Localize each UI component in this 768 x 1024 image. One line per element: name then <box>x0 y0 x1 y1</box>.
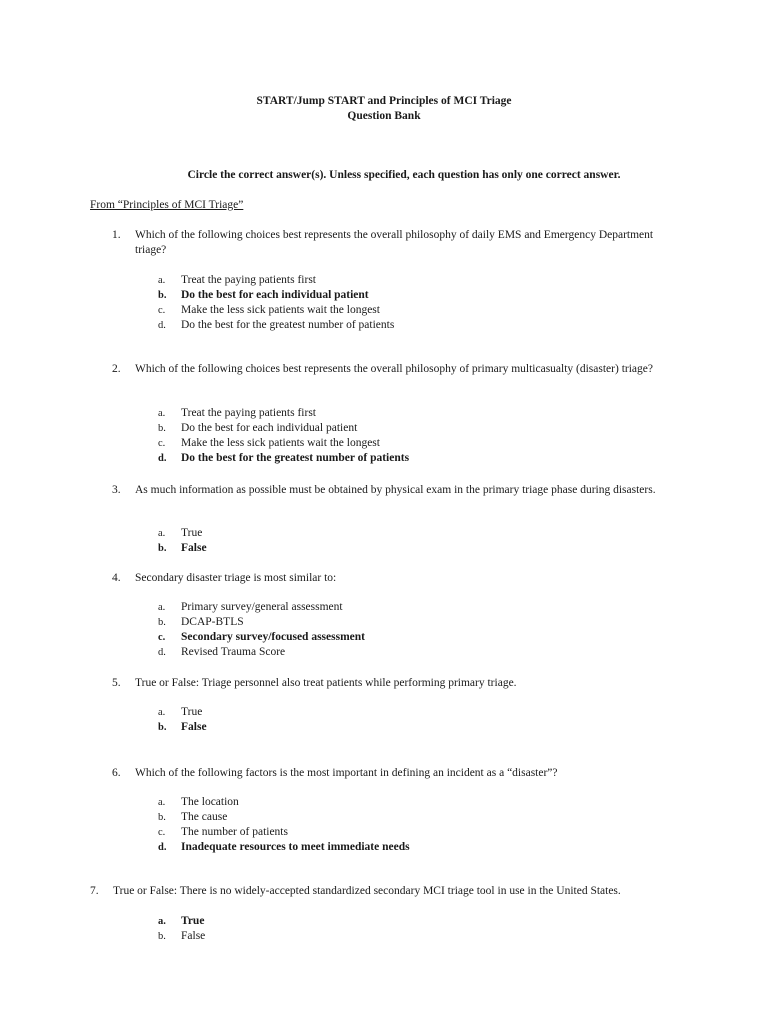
question-text: Which of the following choices best represents the overall philosophy of daily EMS and Emergency Department triage? <box>135 229 654 256</box>
option-letter: c. <box>158 827 166 838</box>
option-letter: b. <box>158 290 167 301</box>
instructions: Circle the correct answer(s). Unless specified, each question has only one correct answer. <box>187 169 621 181</box>
question-number: 5. <box>112 677 121 689</box>
option-text: False <box>181 930 206 942</box>
option-letter: c. <box>158 438 166 449</box>
option-letter: b. <box>158 617 166 628</box>
option-letter: b. <box>158 423 166 434</box>
option-text: Do the best for the greatest number of patients <box>181 452 410 464</box>
question-number: 7. <box>90 885 99 897</box>
option-text: Revised Trauma Score <box>181 646 286 658</box>
question-text: Which of the following factors is the most important in defining an incident as a “disaster”? <box>135 767 558 779</box>
question-number: 1. <box>112 229 121 241</box>
document-title <box>0 94 768 124</box>
option-letter: b. <box>158 931 166 942</box>
option-text: Treat the paying patients first <box>181 274 316 286</box>
option-letter: b. <box>158 812 166 823</box>
question-number: 6. <box>112 767 121 779</box>
option-letter: a. <box>158 707 166 718</box>
option-text: DCAP-BTLS <box>181 616 244 628</box>
option-letter: c. <box>158 305 166 316</box>
title-line-2: Question Bank <box>347 110 421 122</box>
question-text: True or False: Triage personnel also treat patients while performing primary triage. <box>135 677 517 689</box>
option-text: True <box>181 706 203 718</box>
question-text: Which of the following choices best represents the overall philosophy of primary multicasualty (disaster) triage? <box>135 363 653 375</box>
option-text: Do the best for each individual patient <box>181 289 369 301</box>
option-text: The location <box>181 796 239 808</box>
option-text: The number of patients <box>181 826 288 838</box>
option-text: True <box>181 527 203 539</box>
option-letter: c. <box>158 632 166 643</box>
option-text: False <box>181 721 207 733</box>
question-number: 2. <box>112 363 121 375</box>
option-text: The cause <box>181 811 228 823</box>
option-letter: a. <box>158 275 166 286</box>
title-line-1: START/Jump START and Principles of MCI Triage <box>256 95 512 107</box>
option-letter: b. <box>158 722 167 733</box>
question-number: 3. <box>112 484 121 496</box>
section-heading: From “Principles of MCI Triage” <box>90 199 244 211</box>
option-letter: a. <box>158 797 166 808</box>
question-number: 4. <box>112 572 121 584</box>
option-letter: d. <box>158 320 166 331</box>
option-text: Primary survey/general assessment <box>181 601 343 613</box>
option-letter: a. <box>158 916 166 927</box>
option-text: Make the less sick patients wait the longest <box>181 304 380 316</box>
option-letter: b. <box>158 543 167 554</box>
option-letter: a. <box>158 528 166 539</box>
option-letter: a. <box>158 602 166 613</box>
option-text: Do the best for the greatest number of patients <box>181 319 395 331</box>
question-text: As much information as possible must be obtained by physical exam in the primary triage phase during disasters. <box>135 484 656 496</box>
option-letter: d. <box>158 453 167 464</box>
option-letter: d. <box>158 647 166 658</box>
question-text: True or False: There is no widely-accepted standardized secondary MCI triage tool in use in the United States. <box>113 885 621 897</box>
option-text: False <box>181 542 207 554</box>
option-text: Do the best for each individual patient <box>181 422 358 434</box>
option-letter: a. <box>158 408 166 419</box>
question-text: Secondary disaster triage is most similar to: <box>135 572 337 584</box>
option-text: Treat the paying patients first <box>181 407 316 419</box>
option-text: True <box>181 915 205 927</box>
option-letter: d. <box>158 842 167 853</box>
option-text: Secondary survey/focused assessment <box>181 631 365 643</box>
option-text: Inadequate resources to meet immediate needs <box>181 841 410 853</box>
option-text: Make the less sick patients wait the longest <box>181 437 380 449</box>
